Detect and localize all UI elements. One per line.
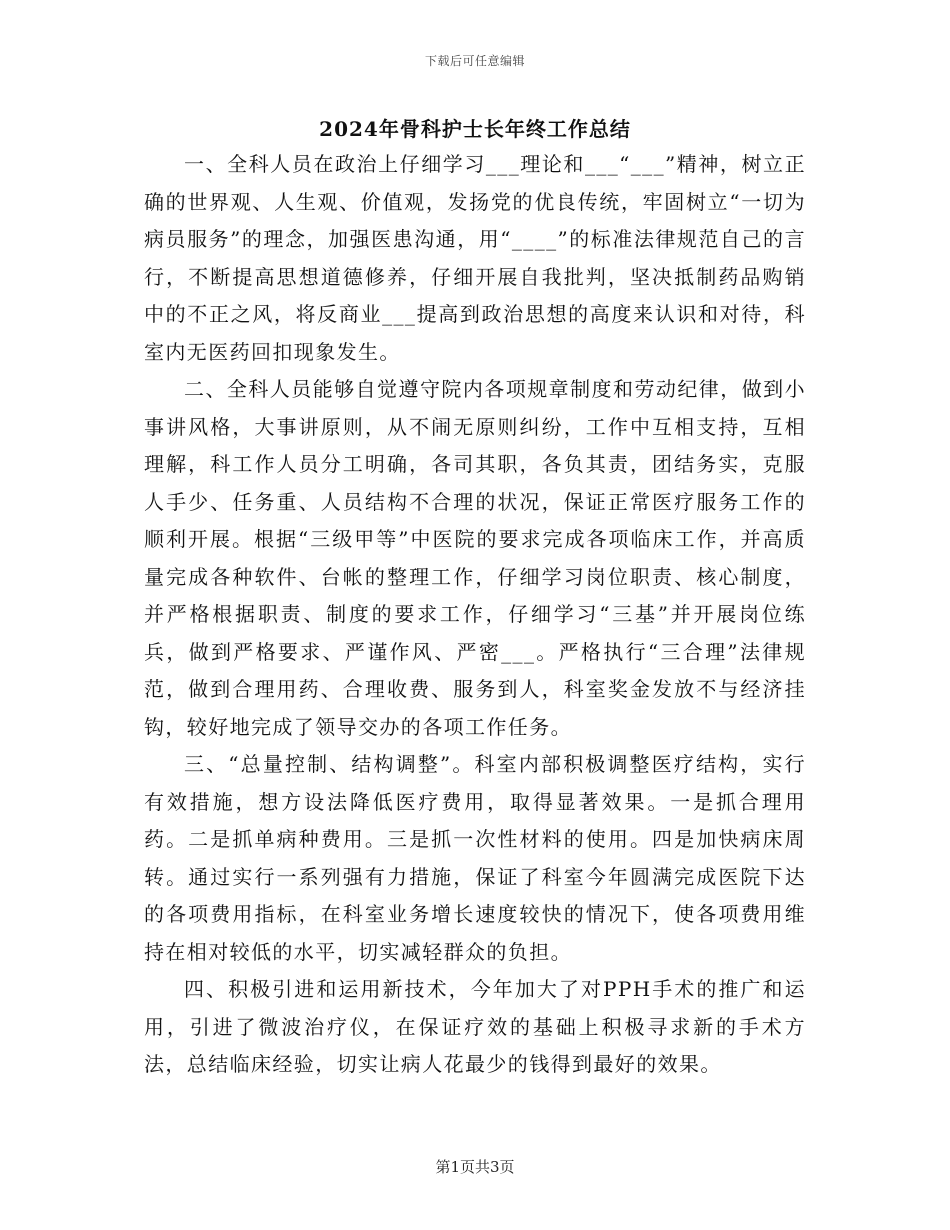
header-note: 下载后可任意编辑	[424, 54, 525, 68]
document-body	[144, 146, 806, 1084]
paragraph-2: 二、全科人员能够自觉遵守院内各项规章制度和劳动纪律，做到小事讲风格，大事讲原则，从不闹无原则纠纷，工作中互相支持，互相理解，科工作人员分工明确，各司其职，各负其责，团结务实，克服人手少、任务重、人员结构不合理的状况，保证正常医疗服务工作的顺利开展。根据“三级甲等”中医院的要求完成各项临床工作，并高质量完成各种软件、台帐的整理工作，仔细学习岗位职责、核心制度，并严格根据职责、制度的要求工作，仔细学习“三基”并开展岗位练兵，做到严格要求、严谨作风、严密___。严格执行“三合理”法律规范，做到合理用药、合理收费、服务到人，科室奖金发放不与经济挂钩，较好地完成了领导交办的各项工作任务。	[144, 377, 806, 739]
paragraph-1: 一、全科人员在政治上仔细学习___理论和___“___”精神，树立正确的世界观、人生观、价值观，发扬党的优良传统，牢固树立“一切为病员服务”的理念，加强医患沟通，用“____”的标准法律规范自己的言行，不断提高思想道德修养，仔细开展自我批判，坚决抵制药品购销中的不正之风，将反商业___提高到政治思想的高度来认识和对待，科室内无医药回扣现象发生。	[144, 152, 806, 364]
paragraph-4: 四、积极引进和运用新技术，今年加大了对PPH手术的推广和运用，引进了微波治疗仪，在保证疗效的基础上积极寻求新的手术方法，总结临床经验，切实让病人花最少的钱得到最好的效果。	[144, 977, 806, 1076]
document-title: 2024年骨科护士长年终工作总结	[319, 117, 631, 141]
page-number: 第1页共3页	[435, 1158, 515, 1176]
paragraph-3: 三、“总量控制、结构调整”。科室内部积极调整医疗结构，实行有效措施，想方设法降低医疗费用，取得显著效果。一是抓合理用药。二是抓单病种费用。三是抓一次性材料的使用。四是加快病床周转。通过实行一系列强有力措施，保证了科室今年圆满完成医院下达的各项费用指标，在科室业务增长速度较快的情况下，使各项费用维持在相对较低的水平，切实减轻群众的负担。	[144, 752, 806, 964]
